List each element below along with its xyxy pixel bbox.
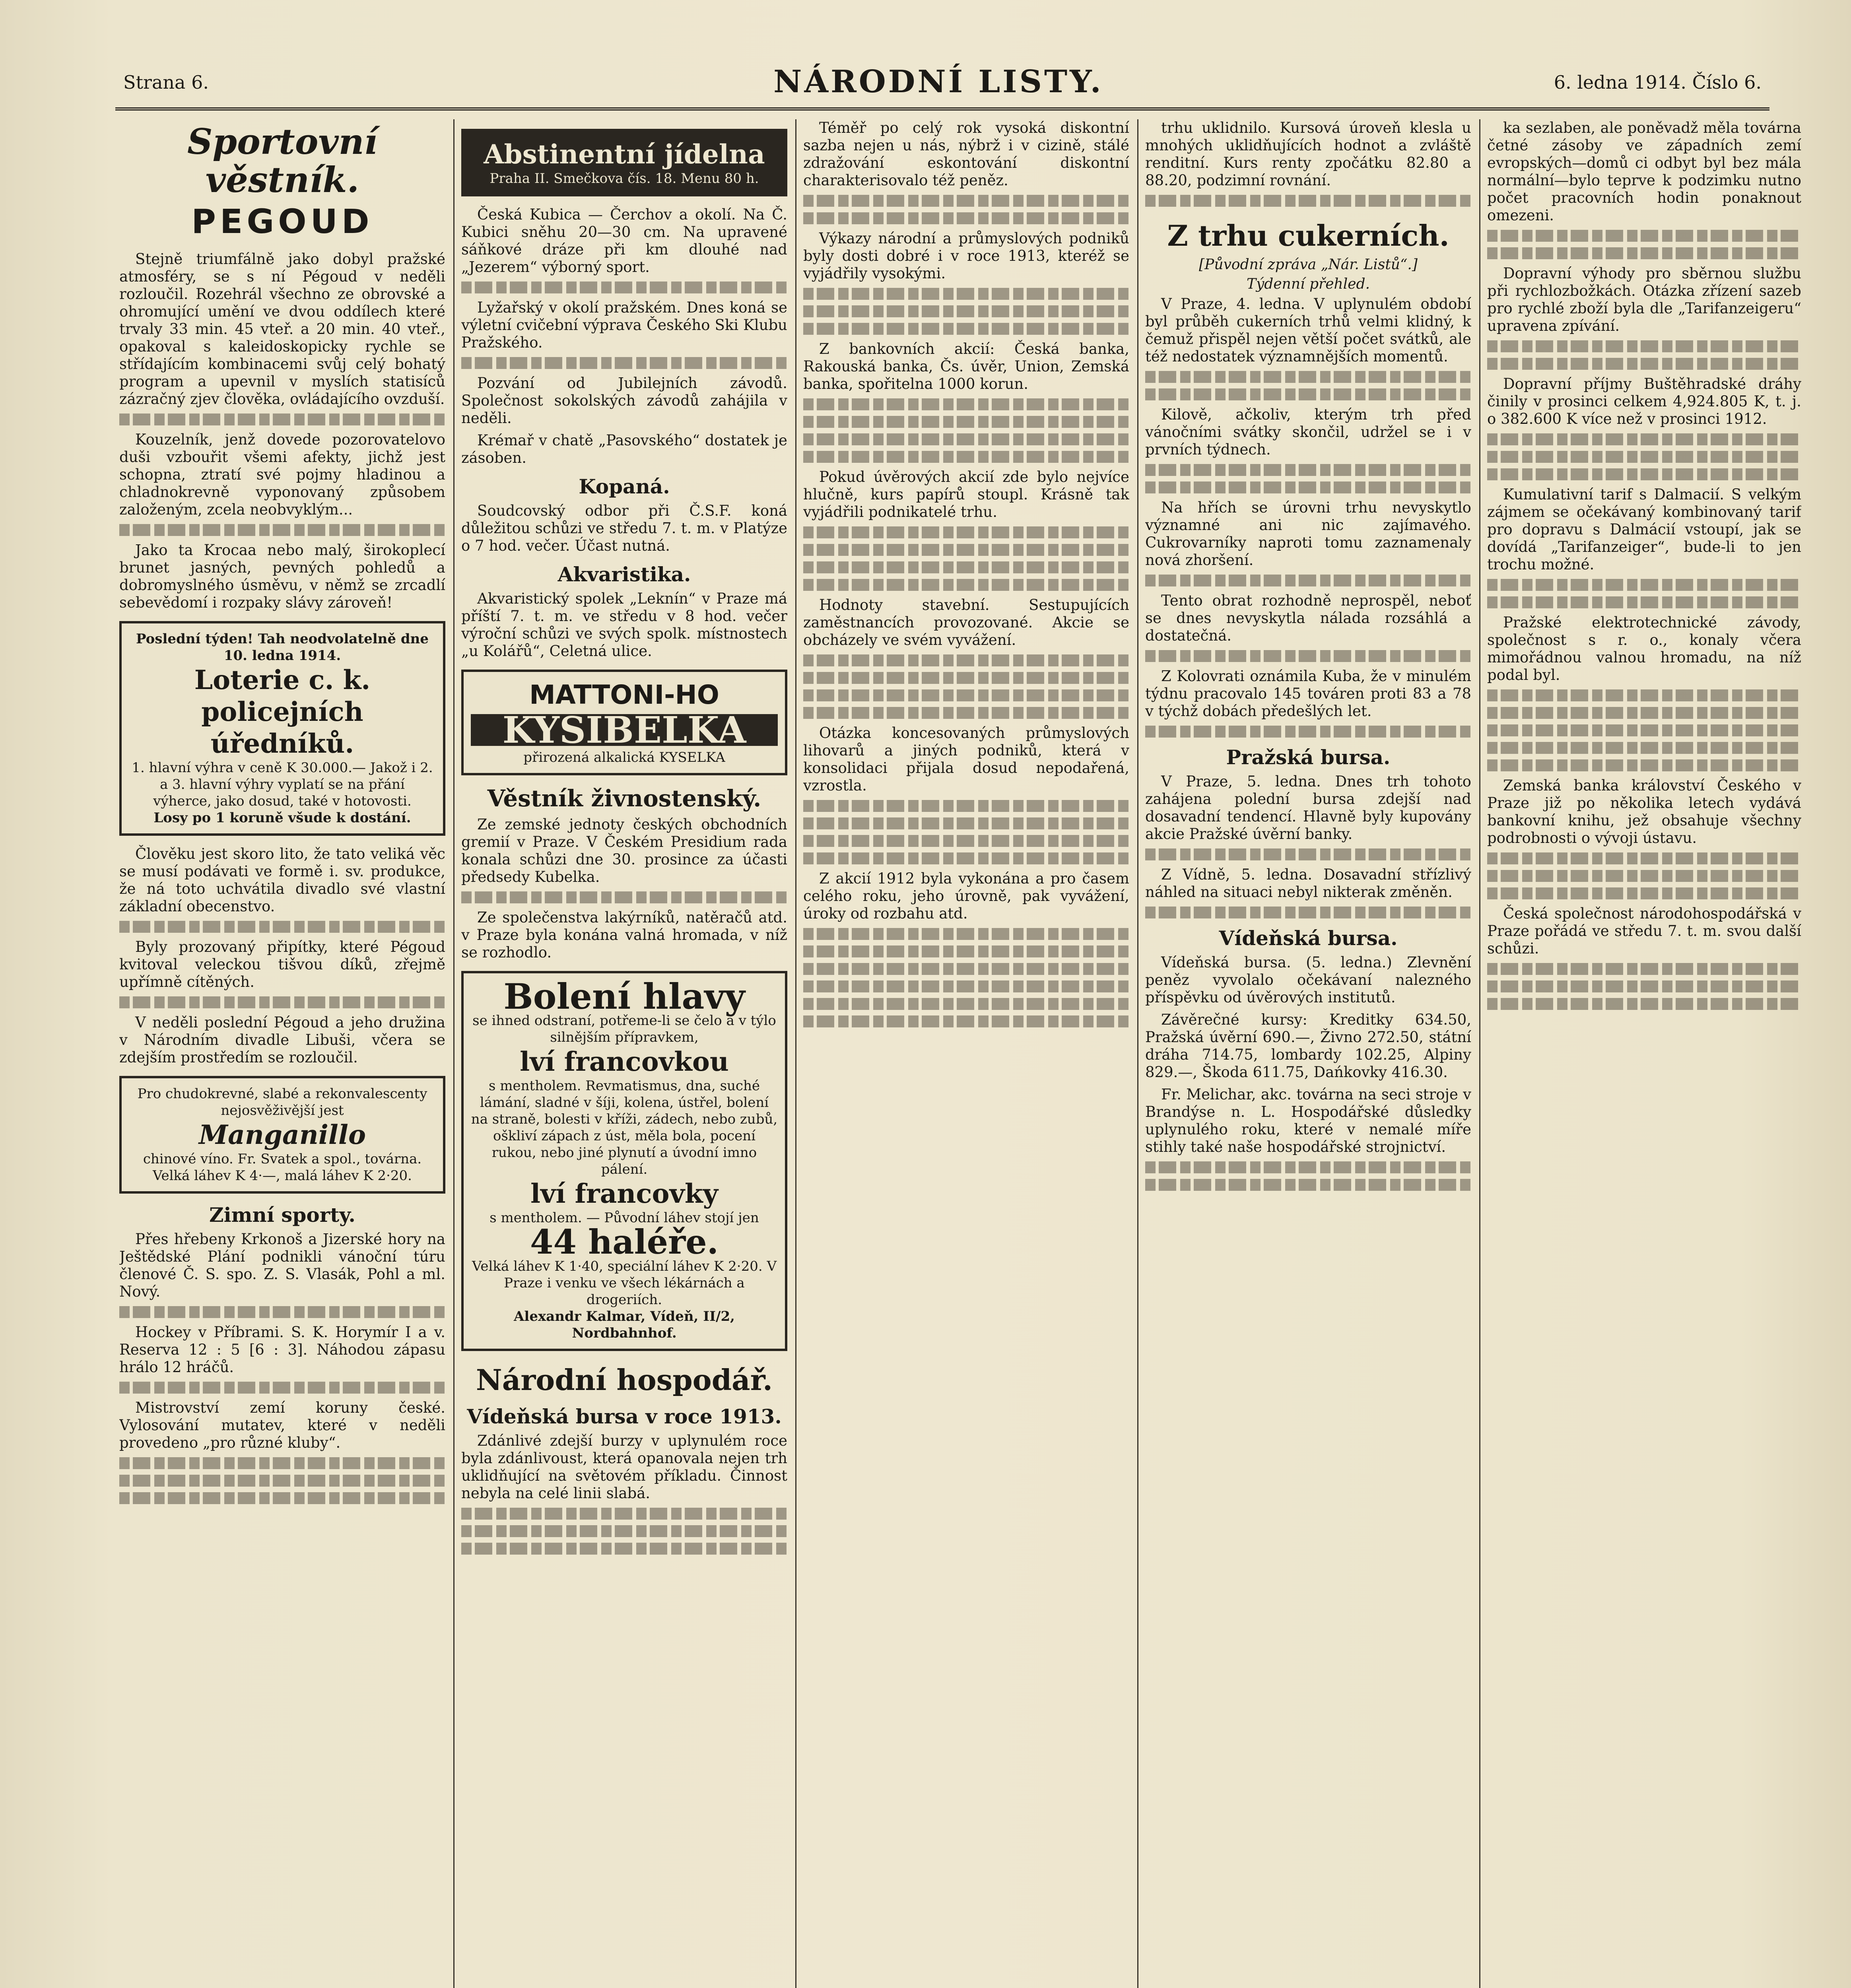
- text-lines: [1487, 468, 1801, 480]
- article-paragraph: Dopravní výhody pro sběrnou službu při rychlozbožkách. Otázka zřízení sazeb pro rychlé zboží byla dle „Tarifanzeigeru“ upravena zpívání.: [1487, 265, 1801, 334]
- text-lines: [1487, 707, 1801, 719]
- article-paragraph: Kouzelník, jenž dovede pozorovatelovo duši vzbouřit všemi afekty, jichž jest schopna, ztratí své pojmy hladinou a chladnokrevně vyponovaný způsobem založeným, zcela neobvyklým...: [119, 431, 445, 518]
- text-lines: [803, 689, 1129, 701]
- text-lines: [803, 928, 1129, 940]
- article-paragraph: Kumulativní tarif s Dalmacií. S velkým zájmem se očekávaný kombinovaný tarif pro dopravu s Dalmácií vstoupí, jak se dovídá „Tarifanzeiger“, bude-li to jen trochu možné.: [1487, 486, 1801, 573]
- article-paragraph: V Praze, 4. ledna. V uplynulém období byl průběh cukerních trhů velmi klidný, k čemuž přispěl nejen větší počet svátků, ale též nedostatek významnějších momentů.: [1145, 295, 1471, 365]
- page-number: Strana 6.: [123, 72, 209, 93]
- article-paragraph: Pražské elektrotechnické závody, společnost s r. o., konaly včera mimořádnou valnou hromadu, na níž podal byl.: [1487, 614, 1801, 683]
- article-paragraph: Z Kolovrati oznámila Kuba, že v minulém týdnu pracovalo 145 továren proti 83 a 78 v týchž dobách předešlých let.: [1145, 668, 1471, 720]
- manganillo-name: Manganillo: [199, 1119, 366, 1150]
- text-lines: [1487, 998, 1801, 1010]
- lottery-text: 1. hlavní výhra v ceně K 30.000.— Jakož i 2. a 3. hlavní výhry vyplatí se na přání výherce, jako dosud, také v hotovosti.: [132, 760, 433, 809]
- column-5: [1487, 119, 1801, 1988]
- text-lines: [803, 800, 1129, 812]
- article-paragraph: Ze společenstva lakýrníků, natěračů atd. v Praze byla konána valná hromada, v níž se rozhodlo.: [461, 909, 787, 961]
- text-lines: [1487, 579, 1801, 591]
- headache-text-3: s mentholem. — Původní láhev stojí jen: [489, 1210, 759, 1226]
- text-lines: [803, 654, 1129, 666]
- column-3: [803, 119, 1129, 1988]
- text-lines: [461, 1543, 787, 1555]
- text-lines: [803, 817, 1129, 829]
- article-paragraph: Fr. Melichar, akc. továrna na seci stroje v Brandýse n. L. Hospodářské důsledky uplynulého roku, které v nemalé míře stihly také naše hospodářské strojnictví.: [1145, 1086, 1471, 1155]
- newspaper-title: NÁRODNÍ LISTY.: [773, 64, 1103, 100]
- text-lines: [803, 526, 1129, 538]
- lottery-advert: [119, 621, 445, 836]
- article-paragraph: Z Vídně, 5. ledna. Dosavadní střízlivý náhled na situaci nebyl nikterak změněn.: [1145, 866, 1471, 901]
- text-lines: [1487, 724, 1801, 736]
- text-lines: [119, 921, 445, 933]
- abstinent-restaurant-advert: [461, 129, 787, 196]
- text-lines: [1145, 481, 1471, 493]
- text-lines: [1145, 907, 1471, 918]
- text-lines: [461, 357, 787, 369]
- text-lines: [1487, 963, 1801, 975]
- text-lines: [803, 323, 1129, 335]
- article-paragraph: V Praze, 5. ledna. Dnes trh tohoto zahájena polední bursa zdejší nad dosavadní tendencí. Hlavně byly kupovány akcie Pražské úvěrní banky.: [1145, 773, 1471, 843]
- article-paragraph: Vídeňská bursa. (5. ledna.) Zlevnění peněz vyvolalo očekávaní nalezného příspěvku od úvěrových institutů.: [1145, 954, 1471, 1006]
- headache-title: Bolení hlavy: [503, 976, 745, 1017]
- section-heading-prague-bourse: Pražská bursa.: [1226, 746, 1391, 769]
- text-lines: [1487, 230, 1801, 242]
- text-lines: [803, 305, 1129, 317]
- text-lines: [1145, 650, 1471, 662]
- article-paragraph: Hodnoty stavební. Sestupujících zaměstnancích provozované. Akcie se obcházely ve svém vyvážení.: [803, 596, 1129, 648]
- text-lines: [1487, 742, 1801, 754]
- mattoni-brand: MATTONI-HO: [529, 679, 719, 710]
- article-paragraph: Stejně triumfálně jako dobyl pražské atmosféry, se s ní Pégoud v neděli rozloučil. Rozehrál všechno ze obrovské a ohromující umění ve dvou oddílech které trvaly 33 min. 45 vteř. a 20 min. 40 vteř., opakoval s kaleidoskopicky rychle se střídajícím kombinacemi svůj celý bohatý program a upevnil v myslích statisíců zázračný zjev člověka, ovládajícího ovzduší.: [119, 250, 445, 408]
- headache-sub: Velká láhev K 1·40, speciální láhev K 2·20. V Praze i venku ve všech lékárnách a drogeriích.: [472, 1258, 777, 1308]
- text-lines: [1487, 358, 1801, 370]
- text-lines: [1145, 1161, 1471, 1173]
- text-lines: [119, 524, 445, 536]
- text-lines: [803, 672, 1129, 684]
- headache-product-2: lví francovky: [530, 1178, 719, 1209]
- text-lines: [803, 288, 1129, 300]
- article-paragraph: Soudcovský odbor při Č.S.F. koná důležitou schůzi ve středu 7. t. m. v Platýze o 7 hod. večer. Účast nutná.: [461, 502, 787, 554]
- article-paragraph: Dopravní příjmy Buštěhradské dráhy činily v prosinci celkem 4,924.805 K, t. j. o 382.600 K více než v prosinci 1912.: [1487, 375, 1801, 427]
- section-heading-winter: Zimní sporty.: [209, 1203, 355, 1227]
- text-lines: [1145, 388, 1471, 400]
- text-lines: [1487, 887, 1801, 899]
- text-lines: [1487, 852, 1801, 864]
- article-paragraph: Téměř po celý rok vysoká diskontní sazba nejen u nás, nýbrž i v cizině, stálé zdražování eskontování diskontní charakterisovalo též peněz.: [803, 119, 1129, 189]
- text-lines: [1487, 451, 1801, 463]
- text-lines: [461, 1525, 787, 1537]
- article-paragraph: Přes hřebeny Krkonoš a Jizerské hory na Ještědské Plání podnikli vánoční túru členové Č. S. spo. Z. S. Vlasák, Pohl a ml. Nový.: [119, 1231, 445, 1300]
- text-lines: [1487, 980, 1801, 992]
- headache-firm: Alexandr Kalmar, Vídeň, II/2, Nordbahnhof.: [514, 1309, 735, 1341]
- article-paragraph: Akvaristický spolek „Leknín“ v Praze má příští 7. t. m. ve středu v 8 hod. večer výroční schůzi ve svých spolk. místnostech „u Kolářů“, Celetná ulice.: [461, 590, 787, 660]
- text-lines: [803, 433, 1129, 445]
- text-lines: [1487, 247, 1801, 259]
- text-lines: [1145, 464, 1471, 476]
- section-heading-vienna-bourse: Vídeňská bursa.: [1219, 926, 1398, 950]
- source-note: [Původní zpráva „Nár. Listů“.]: [1199, 256, 1418, 273]
- article-paragraph: Na hřích se úrovni trhu nevyskytlo významné ani nic zajímavého. Cukrovarníky naproti tomu zaznamenaly nová zhoršení.: [1145, 499, 1471, 569]
- restaurant-address: Praha II. Smečkova čís. 18. Menu 80 h.: [489, 171, 759, 186]
- text-lines: [803, 1015, 1129, 1027]
- section-heading-sport: Sportovní věstník.: [187, 121, 378, 200]
- text-lines: [1487, 596, 1801, 608]
- article-paragraph: Člověku jest skoro lito, že tato veliká věc se musí podávati ve formě i. sv. produkce, že ná toto uchvátila divadlo své vlastní základní obecenstvo.: [119, 845, 445, 915]
- text-lines: [803, 945, 1129, 957]
- article-paragraph: Byly prozovaný připítky, které Pégoud kvitoval veleckou tišvou díků, zřejmě upřímně cítěných.: [119, 938, 445, 990]
- text-lines: [1487, 689, 1801, 701]
- text-lines: [803, 579, 1129, 591]
- article-paragraph: trhu uklidnilo. Kursová úroveň klesla u mnohých uklidňujících hodnot a zvláště renditní. Kurs renty zpočátku 82.80 a 88.20, podzimní rovnání.: [1145, 119, 1471, 189]
- section-heading-kopana: Kopaná.: [579, 475, 670, 498]
- text-lines: [1487, 759, 1801, 771]
- text-lines: [803, 998, 1129, 1010]
- page-header: [91, 56, 1785, 103]
- article-paragraph: Mistrovství zemí koruny české. Vylosování mutatev, které v neděli provedeno „pro různé kluby“.: [119, 1399, 445, 1451]
- article-paragraph: Z bankovních akcií: Česká banka, Rakouská banka, Čs. úvěr, Union, Zemská banka, spořitelna 1000 korun.: [803, 340, 1129, 392]
- text-lines: [803, 852, 1129, 864]
- section-heading-vestnik: Věstník živnostenský.: [487, 785, 761, 812]
- article-paragraph: Závěrečné kursy: Kreditky 634.50, Pražská úvěrní 690.—, Živno 272.50, státní dráha 714.75, lombardy 102.25, Alpiny 829.—, Škoda 611.75, Dańkovky 416.30.: [1145, 1011, 1471, 1081]
- article-paragraph: Hockey v Příbrami. S. K. Horymír I a v. Reserva 12 : 5 [6 : 3]. Náhodou zápasu hrálo 12 hráčů.: [119, 1324, 445, 1376]
- headache-product: lví francovkou: [520, 1046, 729, 1077]
- text-lines: [461, 282, 787, 293]
- column-1: [119, 119, 445, 1988]
- text-lines: [1145, 371, 1471, 383]
- text-lines: [1487, 433, 1801, 445]
- column-4: [1145, 119, 1471, 1988]
- text-lines: [803, 980, 1129, 992]
- article-paragraph: Otázka koncesovaných průmyslových lihovarů a jiných podniků, která v konsolidaci přijala dosud nepodařená, vzrostla.: [803, 724, 1129, 794]
- text-lines: [803, 544, 1129, 556]
- column-rule: [1479, 119, 1480, 1988]
- text-lines: [119, 1382, 445, 1394]
- lottery-title: Loterie c. k. policejních úředníků.: [194, 664, 371, 759]
- text-lines: [1145, 575, 1471, 586]
- text-lines: [1487, 870, 1801, 882]
- article-paragraph: Pozvání od Jubilejních závodů. Společnost sokolských závodů zahájila v neděli.: [461, 375, 787, 427]
- article-paragraph: Pokud úvěrových akcií zde bylo nejvíce hlučně, kurs papírů stoupl. Krásně tak vyjádřili podnikatelé trhu.: [803, 468, 1129, 520]
- text-lines: [119, 1492, 445, 1504]
- header-rule: [115, 107, 1769, 111]
- text-lines: [1145, 848, 1471, 860]
- text-lines: [803, 707, 1129, 719]
- article-paragraph: Zdánlivé zdejší burzy v uplynulém roce byla zdánlivoust, která opanovala nejen trh uklidňující na světovém příkladu. Činnost nebyla na celé linii slabá.: [461, 1432, 787, 1502]
- subheading-weekly: Týdenní přehled.: [1246, 276, 1370, 292]
- text-lines: [803, 451, 1129, 463]
- article-paragraph: Zemská banka království Českého v Praze již po několika letech vydává bankovní knihu, jež obsahuje všechny podrobnosti o vývoji ústavu.: [1487, 777, 1801, 846]
- text-lines: [803, 398, 1129, 410]
- text-lines: [461, 891, 787, 903]
- headache-advert: [461, 971, 787, 1351]
- text-lines: [119, 1475, 445, 1487]
- section-heading-hospodar: Národní hospodář.: [476, 1363, 773, 1397]
- text-lines: [803, 561, 1129, 573]
- article-paragraph: Tento obrat rozhodně neprospěl, neboť se dnes nevyskytla nálada rozsáhlá a dostatečná.: [1145, 592, 1471, 644]
- article-paragraph: Lyžařský v okolí pražském. Dnes koná se výletní cvičební výprava Českého Ski Klubu Pražského.: [461, 299, 787, 351]
- mattoni-advert: [461, 670, 787, 775]
- text-lines: [1145, 195, 1471, 207]
- text-lines: [803, 963, 1129, 975]
- article-paragraph: ka sezlaben, ale poněvadž měla továrna četné zásoby ve západních zemí evropských—domů ci odbyt byl bez mála normální—bylo teprve k podzimku nutno počet pracovních hodin ponaknout omezeni.: [1487, 119, 1801, 224]
- article-paragraph: V neděli poslední Pégoud a jeho družina v Národním divadle Libuši, včera se zdejším prostředím se rozloučil.: [119, 1014, 445, 1066]
- lottery-header: Poslední týden! Tah neodvolatelně dne 10. ledna 1914.: [136, 631, 429, 664]
- manganillo-bottom: chinové víno. Fr. Svatek a spol., továrna. Velká láhev K 4·—, malá láhev K 2·20.: [143, 1151, 422, 1184]
- headache-text: se ihned odstraní, potřeme-li se čelo a v týlo silnějším přípravkem,: [472, 1013, 776, 1045]
- lottery-footer: Losy po 1 koruně všude k dostání.: [153, 810, 411, 826]
- column-2: [461, 119, 787, 1988]
- text-lines: [803, 835, 1129, 847]
- article-paragraph: Ze zemské jednoty českých obchodních gremií v Praze. V Českém Presidium rada konala schůzi dne 30. prosince za účasti předsedy Kubelka.: [461, 816, 787, 885]
- text-lines: [803, 195, 1129, 207]
- text-lines: [803, 416, 1129, 428]
- restaurant-name: Abstinentní jídelna: [484, 139, 765, 170]
- mattoni-product: KYSIBELKA: [471, 714, 778, 746]
- section-heading-sugar: Z trhu cukerních.: [1167, 219, 1449, 252]
- text-lines: [803, 212, 1129, 224]
- article-paragraph: Česká Kubica — Čerchov a okolí. Na Č. Kubici sněhu 20—30 cm. Na upravené sáňkové dráze při km dlouhé nad „Jezerem“ výborný sport.: [461, 206, 787, 276]
- article-paragraph: Výkazy národní a průmyslových podniků byly dosti dobré i v roce 1913, kteréž se vyjádřily vysokými.: [803, 230, 1129, 282]
- text-lines: [1145, 726, 1471, 738]
- text-lines: [1145, 1179, 1471, 1191]
- column-rule: [795, 119, 796, 1988]
- text-lines: [119, 1306, 445, 1318]
- section-heading-akvaristika: Akvaristika.: [557, 563, 691, 586]
- text-lines: [119, 414, 445, 425]
- article-paragraph: Jako ta Krocaa nebo malý, širokoplecí brunet jasných, pevných pohledů a dobromyslného úsměvu, v němž se zrcadlí sebevědomí i rozpaky slávy zároveň!: [119, 542, 445, 611]
- headache-text-2: s mentholem. Revmatismus, dna, suché lámání, sladné v šíji, kolena, ústřel, bolení na straně, bolesti v kříži, zádech, nebo zubů, oškliví zápach z úst, měla bola, pocení rukou, nebo jiné plynutí a úvodní imno pálení.: [471, 1078, 778, 1177]
- column-rule: [453, 119, 454, 1988]
- article-paragraph: Krémař v chatě „Pasovského“ dostatek je zásoben.: [461, 432, 787, 466]
- manganillo-advert: [119, 1076, 445, 1194]
- text-lines: [461, 1508, 787, 1520]
- article-paragraph: Z akcií 1912 byla vykonána a pro časem celého roku, jeho úrovně, pak vyvážení, úroky od rozbahu atd.: [803, 870, 1129, 922]
- article-title-pegoud: PEGOUD: [191, 202, 373, 241]
- text-lines: [1487, 340, 1801, 352]
- article-paragraph: Kilově, ačkoliv, kterým trh před vánočními svátky skončil, udržel se i v prvních týdnech.: [1145, 406, 1471, 458]
- manganillo-top: Pro chudokrevné, slabé a rekonvalescenty nejosvěživější jest: [137, 1086, 427, 1118]
- text-lines: [119, 1457, 445, 1469]
- issue-date: 6. ledna 1914. Číslo 6.: [1554, 72, 1762, 93]
- text-lines: [119, 996, 445, 1008]
- article-title-bursa: Vídeňská bursa v roce 1913.: [467, 1405, 782, 1428]
- article-paragraph: Česká společnost národohospodářská v Praze pořádá ve středu 7. t. m. svou další schůzi.: [1487, 905, 1801, 957]
- headache-price: 44 haléře.: [530, 1222, 719, 1262]
- column-rule: [1137, 119, 1138, 1988]
- mattoni-subtitle: přirozená alkalická KYSELKA: [523, 749, 725, 765]
